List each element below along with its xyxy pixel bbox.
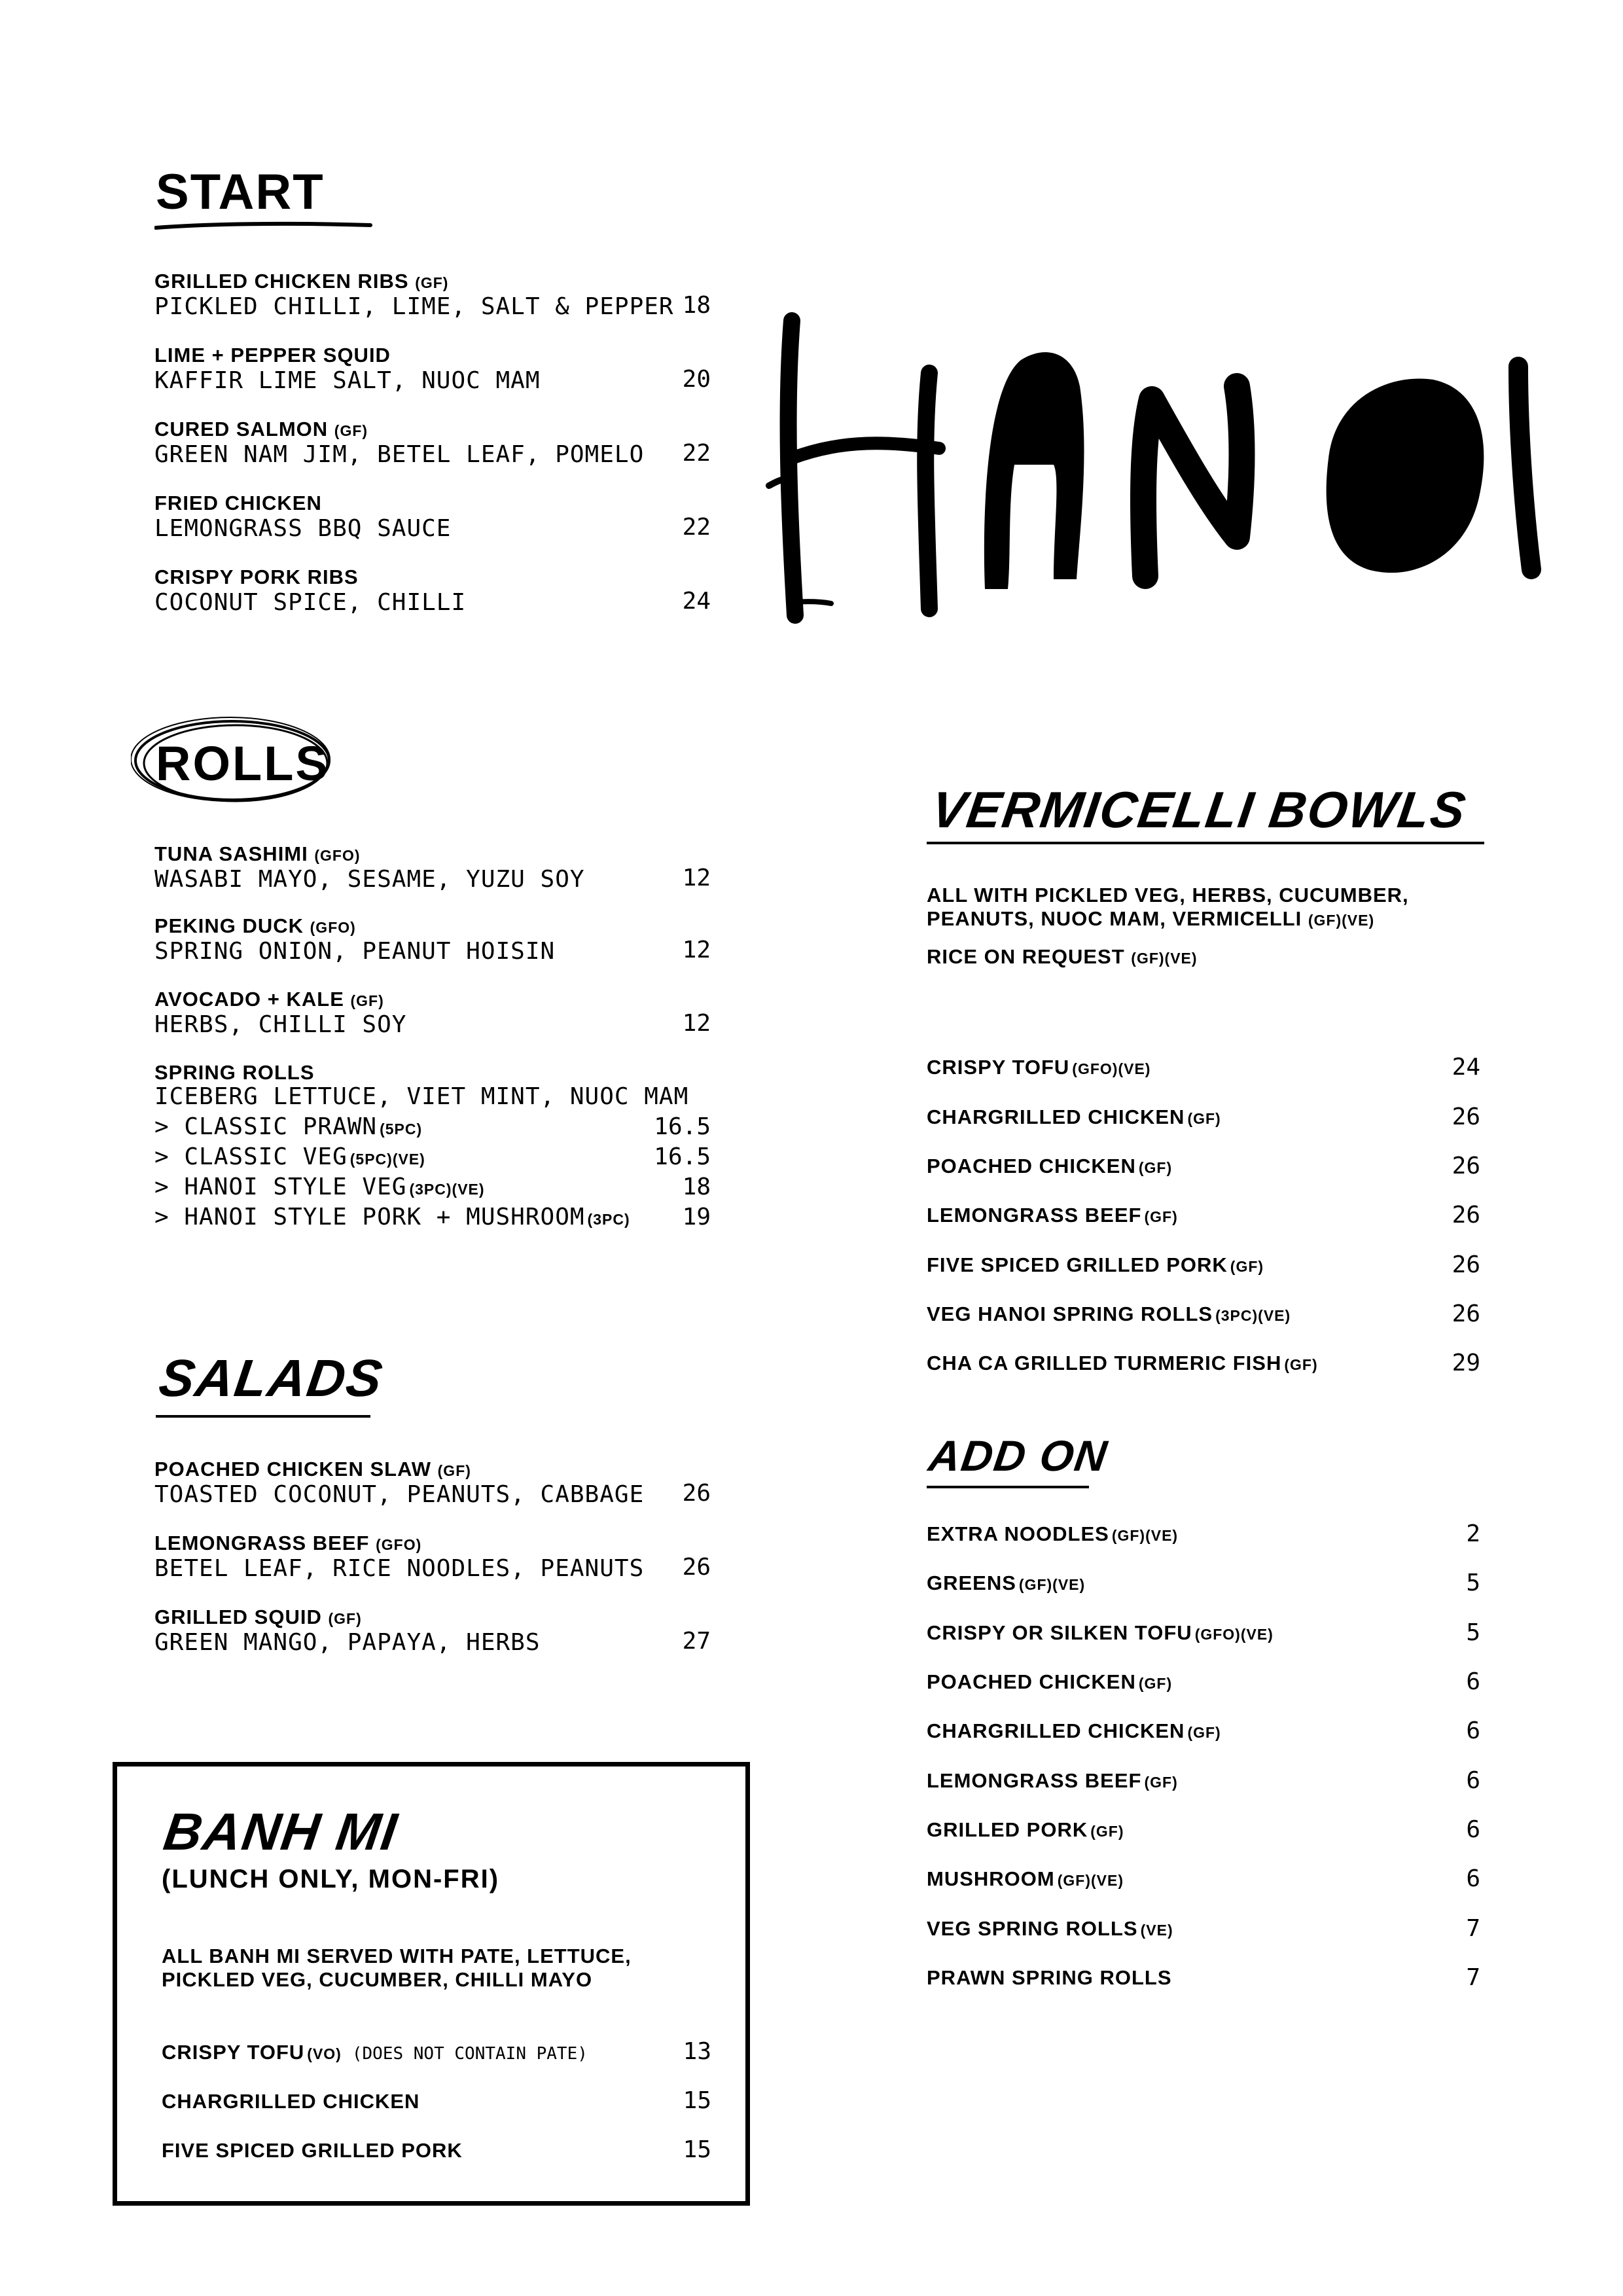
salads-section	[154, 1348, 711, 1676]
vermicelli-section	[925, 772, 1482, 1401]
banh-mi-item[interactable]	[162, 2087, 711, 2119]
note-line: PEANUTS, NUOC MAM, VERMICELLI	[927, 907, 1302, 930]
item-name: CHA CA GRILLED TURMERIC FISH	[927, 1352, 1282, 1374]
diet-tag: (5PC)	[380, 1121, 423, 1138]
start-item[interactable]	[154, 270, 711, 320]
option-price: 19	[682, 1204, 711, 1230]
item-price: 27	[682, 1628, 711, 1655]
rolls-item[interactable]	[154, 915, 711, 965]
item-price: 6	[1466, 1717, 1480, 1744]
item-extra: (DOES NOT CONTAIN PATE)	[351, 2044, 588, 2064]
item-price: 15	[683, 2087, 711, 2114]
diet-tag: (VO)	[307, 2045, 342, 2062]
item-price: 13	[683, 2038, 711, 2065]
vermicelli-item[interactable]	[927, 1103, 1480, 1135]
item-price: 26	[1452, 1202, 1480, 1229]
diet-tag: (GF)	[415, 274, 449, 291]
add-on-item[interactable]	[927, 1572, 1480, 1601]
spring-option[interactable]	[154, 1174, 711, 1203]
option-price: 16.5	[654, 1143, 711, 1170]
banh-mi-item[interactable]	[162, 2038, 711, 2070]
diet-tag: (GF)	[437, 1462, 471, 1479]
item-name: GRILLED CHICKEN RIBS	[154, 270, 409, 293]
vermicelli-item[interactable]	[927, 1251, 1480, 1283]
item-name: LEMONGRASS BEEF	[927, 1204, 1142, 1227]
item-name: CURED SALMON	[154, 418, 329, 440]
diet-tag: (GF)	[1284, 1356, 1318, 1373]
spring-rolls-item[interactable]	[154, 1061, 711, 1230]
item-name: VEG HANOI SPRING ROLLS	[927, 1302, 1213, 1325]
item-price: 7	[1466, 1964, 1480, 1991]
add-on-item[interactable]	[927, 1520, 1480, 1552]
add-on-title: ADD ON	[925, 1431, 1111, 1480]
item-price: 26	[682, 1480, 711, 1507]
note-line: RICE ON REQUEST	[927, 945, 1125, 968]
salads-title: SALADS	[155, 1349, 387, 1407]
rolls-title: ROLLS	[156, 736, 330, 791]
item-price: 20	[682, 366, 711, 393]
start-underline	[154, 220, 377, 233]
start-item[interactable]	[154, 344, 711, 394]
diet-tag: (GF)	[1187, 1724, 1221, 1741]
salad-item[interactable]	[154, 1532, 711, 1582]
item-price: 26	[682, 1554, 711, 1581]
rolls-item[interactable]	[154, 843, 711, 893]
salad-item[interactable]	[154, 1458, 711, 1508]
item-price: 6	[1466, 1767, 1480, 1794]
item-desc: TOASTED COCONUT, PEANUTS, CABBAGE	[154, 1481, 645, 1508]
item-name: LEMONGRASS BEEF	[927, 1769, 1142, 1792]
banh-mi-subtitle: (LUNCH ONLY, MON-FRI)	[162, 1865, 500, 1893]
item-desc: SPRING ONION, PEANUT HOISIN	[154, 938, 556, 965]
item-name: LEMONGRASS BEEF	[154, 1532, 370, 1554]
item-name: CRISPY OR SILKEN TOFU	[927, 1621, 1192, 1644]
item-price: 26	[1452, 1153, 1480, 1179]
item-desc: COCONUT SPICE, CHILLI	[154, 589, 467, 616]
diet-tag: (GF)	[1187, 1110, 1221, 1127]
add-on-item[interactable]	[927, 1816, 1480, 1848]
start-section	[154, 164, 711, 648]
item-name: SPRING ROLLS	[154, 1061, 315, 1084]
item-name: CRISPY PORK RIBS	[154, 565, 359, 588]
diet-tag: (GF)	[1090, 1823, 1124, 1840]
diet-tag: (GF)	[328, 1610, 362, 1627]
diet-tag: (3PC)(VE)	[1215, 1307, 1291, 1324]
start-item[interactable]	[154, 418, 711, 468]
item-name: EXTRA NOODLES	[927, 1522, 1109, 1545]
banh-mi-title: BANH MI	[160, 1803, 402, 1861]
item-desc: LEMONGRASS BBQ SAUCE	[154, 515, 452, 542]
item-name: CHARGRILLED CHICKEN	[927, 1105, 1185, 1128]
banh-mi-item[interactable]	[162, 2136, 711, 2168]
item-price: 22	[682, 514, 711, 541]
item-price: 5	[1466, 1619, 1480, 1646]
hanoi-logo	[766, 308, 1571, 648]
item-name: GREENS	[927, 1571, 1016, 1594]
diet-tag: (GFO)	[376, 1536, 422, 1553]
item-desc: GREEN NAM JIM, BETEL LEAF, POMELO	[154, 441, 645, 468]
item-price: 26	[1452, 1251, 1480, 1278]
item-name: PEKING DUCK	[154, 914, 304, 937]
spring-option[interactable]	[154, 1204, 711, 1233]
diet-tag: (GFO)(VE)	[1194, 1626, 1274, 1643]
item-name: VEG SPRING ROLLS	[927, 1917, 1138, 1940]
diet-tag: (GF)	[350, 992, 384, 1009]
add-on-item[interactable]	[927, 1668, 1480, 1700]
diet-tag: (GF)	[1144, 1774, 1178, 1791]
diet-tag: (GF)(VE)	[1057, 1872, 1124, 1889]
option-label: > CLASSIC PRAWN	[154, 1113, 378, 1140]
item-desc: HERBS, CHILLI SOY	[154, 1011, 407, 1038]
diet-tag: (GF)	[1138, 1675, 1173, 1692]
note-line: PICKLED VEG, CUCUMBER, CHILLI MAYO	[162, 1968, 593, 1991]
item-name: POACHED CHICKEN SLAW	[154, 1458, 432, 1480]
item-desc: WASABI MAYO, SESAME, YUZU SOY	[154, 866, 585, 893]
item-name: TUNA SASHIMI	[154, 842, 308, 865]
rolls-section	[131, 713, 711, 1250]
item-price: 5	[1466, 1570, 1480, 1596]
diet-tag: (GF)	[1230, 1258, 1264, 1275]
diet-tag: (3PC)	[587, 1211, 630, 1228]
option-label: > HANOI STYLE PORK + MUSHROOM	[154, 1204, 585, 1230]
add-on-item[interactable]	[927, 1964, 1480, 1996]
banh-mi-box	[113, 1762, 750, 2206]
item-name: CRISPY TOFU	[162, 2041, 305, 2064]
diet-tag: (GFO)	[314, 847, 361, 864]
diet-tag: (GF)	[1144, 1208, 1178, 1225]
vermicelli-item[interactable]	[927, 1056, 1480, 1085]
item-name: POACHED CHICKEN	[927, 1670, 1136, 1693]
item-name: CHARGRILLED CHICKEN	[927, 1719, 1185, 1742]
rolls-item[interactable]	[154, 988, 711, 1038]
start-item[interactable]	[154, 566, 711, 616]
spring-option[interactable]	[154, 1144, 711, 1173]
item-name: CRISPY TOFU	[927, 1056, 1070, 1079]
salads-underline	[154, 1412, 377, 1422]
item-desc: ICEBERG LETTUCE, VIET MINT, NUOC MAM	[154, 1083, 689, 1110]
add-on-item[interactable]	[927, 1915, 1480, 1946]
add-on-underline	[925, 1483, 1096, 1492]
item-price: 26	[1452, 1103, 1480, 1130]
vermicelli-item[interactable]	[927, 1352, 1480, 1381]
add-on-item[interactable]	[927, 1717, 1480, 1749]
item-price: 12	[682, 1010, 711, 1037]
option-label: > CLASSIC VEG	[154, 1143, 348, 1170]
item-name: PRAWN SPRING ROLLS	[927, 1966, 1172, 1989]
banh-mi-note	[162, 1945, 632, 1992]
diet-tag: (GF)(VE)	[1018, 1576, 1086, 1593]
diet-tag: (GFO)	[310, 919, 356, 936]
diet-tag: (5PC)(VE)	[349, 1151, 425, 1168]
add-on-item[interactable]	[927, 1865, 1480, 1897]
item-price: 29	[1452, 1350, 1480, 1376]
add-on-item[interactable]	[927, 1767, 1480, 1799]
item-price: 15	[683, 2136, 711, 2163]
item-price: 12	[682, 937, 711, 963]
item-name: FIVE SPICED GRILLED PORK	[162, 2139, 463, 2162]
item-name: GRILLED SQUID	[154, 1605, 322, 1628]
diet-tag: (GF)	[1138, 1159, 1173, 1176]
item-price: 12	[682, 865, 711, 891]
vermicelli-item[interactable]	[927, 1300, 1480, 1332]
hanoi-logo-art	[766, 308, 1571, 648]
add-on-section	[925, 1420, 1482, 2009]
spring-option[interactable]	[154, 1114, 711, 1143]
option-label: > HANOI STYLE VEG	[154, 1174, 407, 1200]
note-line: ALL BANH MI SERVED WITH PATE, LETTUCE,	[162, 1945, 632, 1967]
item-name: FIVE SPICED GRILLED PORK	[927, 1253, 1228, 1276]
option-price: 16.5	[654, 1113, 711, 1140]
item-name: MUSHROOM	[927, 1867, 1055, 1890]
item-price: 6	[1466, 1668, 1480, 1695]
item-price: 6	[1466, 1865, 1480, 1892]
item-desc: GREEN MANGO, PAPAYA, HERBS	[154, 1629, 541, 1656]
item-desc: KAFFIR LIME SALT, NUOC MAM	[154, 367, 541, 394]
start-item[interactable]	[154, 492, 711, 542]
item-price: 6	[1466, 1816, 1480, 1843]
item-name: GRILLED PORK	[927, 1818, 1088, 1841]
start-title: START	[156, 164, 325, 220]
option-price: 18	[682, 1174, 711, 1200]
vermicelli-note	[927, 884, 1409, 970]
item-desc: BETEL LEAF, RICE NOODLES, PEANUTS	[154, 1555, 645, 1582]
diet-tag: (VE)	[1140, 1922, 1173, 1939]
vermicelli-title: VERMICELLI BOWLS	[927, 781, 1471, 838]
diet-tag: (GF)(VE)	[1111, 1527, 1179, 1544]
item-price: 22	[682, 440, 711, 467]
diet-tag: (GF)	[334, 422, 368, 439]
diet-tag: (3PC)(VE)	[409, 1181, 485, 1198]
item-price: 18	[682, 292, 711, 319]
item-price: 7	[1466, 1915, 1480, 1942]
item-price: 26	[1452, 1300, 1480, 1327]
item-price: 24	[1452, 1054, 1480, 1081]
diet-tag: (GF)(VE)	[1308, 912, 1375, 929]
item-name: LIME + PEPPER SQUID	[154, 344, 391, 367]
diet-tag: (GF)(VE)	[1131, 950, 1198, 967]
item-name: POACHED CHICKEN	[927, 1155, 1136, 1177]
item-name: AVOCADO + KALE	[154, 988, 344, 1011]
diet-tag: (GFO)(VE)	[1072, 1060, 1151, 1077]
item-price: 24	[682, 588, 711, 615]
item-price: 2	[1466, 1520, 1480, 1547]
item-name: CHARGRILLED CHICKEN	[162, 2090, 420, 2113]
vermicelli-underline	[925, 839, 1488, 848]
salad-item[interactable]	[154, 1606, 711, 1656]
vermicelli-item[interactable]	[927, 1204, 1480, 1233]
vermicelli-item[interactable]	[927, 1155, 1480, 1184]
note-line: ALL WITH PICKLED VEG, HERBS, CUCUMBER,	[927, 884, 1409, 906]
add-on-item[interactable]	[927, 1619, 1480, 1651]
item-desc: PICKLED CHILLI, LIME, SALT & PEPPER	[154, 293, 674, 320]
item-name: FRIED CHICKEN	[154, 492, 322, 514]
